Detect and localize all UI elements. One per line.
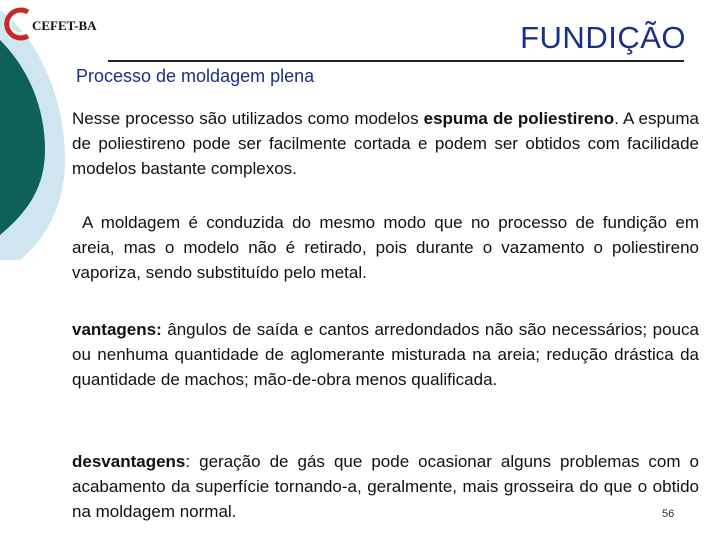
intro-text-end: . A espuma de poliestireno pode ser facilmente cortada e podem ser obtidos com facilidade modelos bastante complexos. <box>72 109 699 178</box>
advantages-text: ângulos de saída e cantos arredondados não são necessários; pouca ou nenhuma quantidade de aglomerante misturada na areia; redução drástica da quantidade de machos; mão-de-obra menos qualificada. <box>72 320 699 389</box>
advantages-label: vantagens: <box>72 320 162 339</box>
paragraph-disadvantages <box>72 449 699 524</box>
page-number: 56 <box>662 508 675 520</box>
paragraph-advantages <box>72 317 699 392</box>
disadvantages-text: : geração de gás que pode ocasionar alguns problemas com o acabamento da superfície tornando-a, geralmente, mais grosseira do que o obtido na moldagem normal. <box>72 452 699 521</box>
section-subtitle: Processo de moldagem plena <box>76 66 315 86</box>
logo-text: CEFET-BA <box>32 18 97 33</box>
disadvantages-label: desvantagens <box>72 452 186 471</box>
intro-text-start: Nesse processo são utilizados como modelos <box>72 109 424 128</box>
page-title: FUNDIÇÃO <box>520 20 686 55</box>
paragraph-intro <box>72 106 699 181</box>
paragraph-process <box>72 210 699 285</box>
logo <box>2 4 102 44</box>
process-text: A moldagem é conduzida do mesmo modo que no processo de fundição em areia, mas o modelo não é retirado, pois durante o vazamento o poliestireno vaporiza, sendo substituído pelo metal. <box>72 213 699 282</box>
logo-c-icon <box>2 4 32 44</box>
intro-text-bold: espuma de poliestireno <box>423 109 615 128</box>
title-underline <box>108 60 684 62</box>
